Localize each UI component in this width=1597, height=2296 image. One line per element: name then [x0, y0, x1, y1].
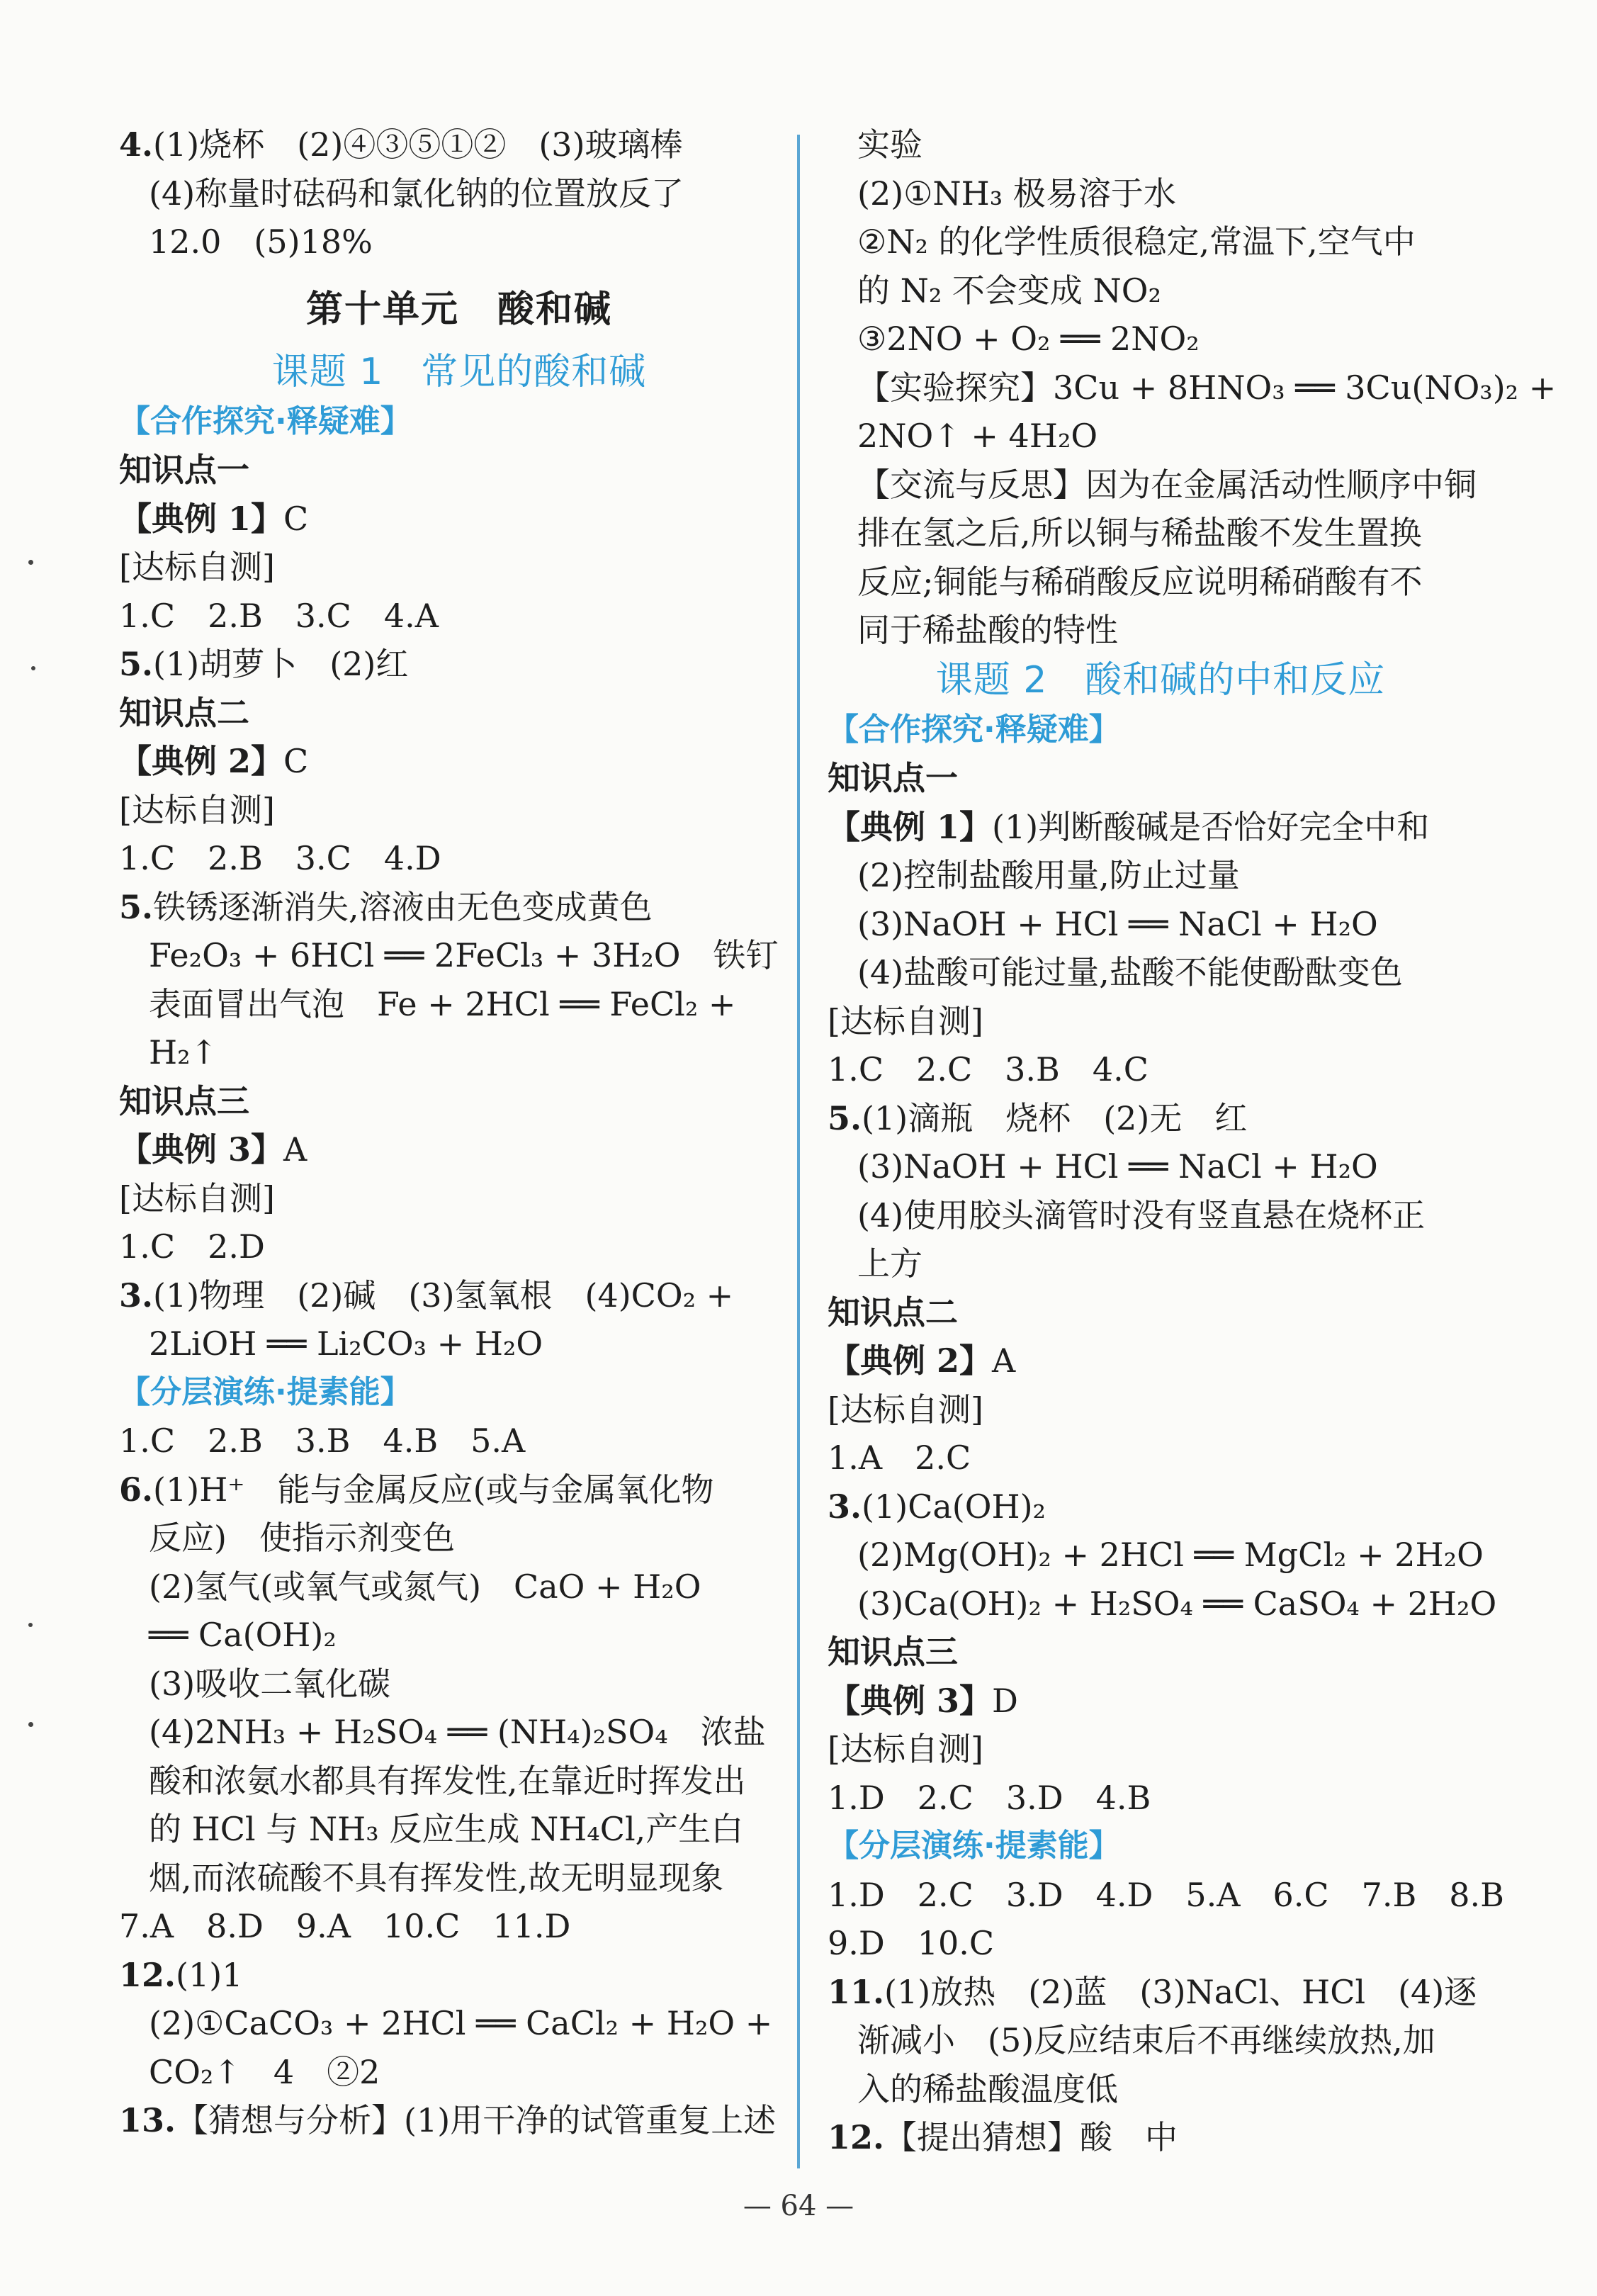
line-text: 【交流与反思】因为在金属活动性顺序中铜	[857, 465, 1477, 504]
line-text: [达标自测]	[119, 1178, 275, 1217]
line-text: 【猜想与分析】(1)用干净的试管重复上述	[176, 2101, 777, 2139]
item-number: 5.	[119, 887, 154, 926]
answer-line	[119, 120, 799, 169]
line-text: (1)物理 (2)碱 (3)氢氧根 (4)CO₂ +	[153, 1276, 734, 1315]
answer-line	[828, 218, 1494, 266]
answer-line	[828, 315, 1494, 364]
line-text: [达标自测]	[119, 790, 275, 829]
answer-line	[119, 1951, 799, 2000]
answer-line	[828, 997, 1494, 1046]
line-text: (3)Ca(OH)₂ + H₂SO₄ ══ CaSO₄ + 2H₂O	[857, 1584, 1497, 1623]
line-text: 12.0 (5)18%	[149, 223, 373, 261]
line-text: 【实验探究】3Cu + 8HNO₃ ══ 3Cu(NO₃)₂ +	[857, 368, 1557, 407]
line-text: 烟,而浓硫酸不具有挥发性,故无明显现象	[149, 1858, 724, 1897]
answer-line	[828, 1531, 1494, 1580]
line-text: (2)控制盐酸用量,防止过量	[857, 856, 1240, 894]
answer-line	[119, 1222, 799, 1271]
answer-line	[828, 1385, 1494, 1434]
line-text: 【合作探究·释疑难】	[119, 403, 412, 439]
answer-line	[828, 1871, 1504, 1920]
item-number: 【典例 3】	[119, 1130, 284, 1169]
line-text: 知识点一	[119, 451, 249, 489]
line-text: 2LiOH ══ Li₂CO₃ + H₂O	[149, 1324, 543, 1363]
line-text: A	[992, 1341, 1016, 1380]
answer-line	[119, 1708, 799, 1757]
line-text: (1)放热 (2)蓝 (3)NaCl、HCl (4)逐	[884, 1972, 1477, 2011]
line-text: 铁锈逐渐消失,溶液由无色变成黄色	[153, 887, 653, 926]
line-text: 表面冒出气泡 Fe + 2HCl ══ FeCl₂ +	[149, 984, 736, 1023]
scan-dot	[28, 560, 33, 565]
answer-line	[119, 1611, 799, 1660]
answer-line	[119, 1999, 799, 2048]
item-number: 12.	[828, 2118, 885, 2156]
line-text: (1)H⁺ 能与金属反应(或与金属氧化物	[153, 1470, 714, 1509]
answer-line	[828, 1822, 1494, 1871]
answer-line	[119, 689, 799, 738]
item-number: 4.	[119, 125, 154, 164]
line-text: H₂↑	[149, 1033, 218, 1071]
answer-line	[828, 1725, 1494, 1774]
line-text: (1)烧杯 (2)④③⑤①② (3)玻璃棒	[153, 125, 683, 164]
answer-line	[119, 446, 799, 495]
line-text: 知识点一	[828, 759, 958, 797]
answer-line	[119, 1465, 799, 1514]
answer-line	[119, 1125, 799, 1174]
answer-line	[828, 655, 1494, 706]
answer-line	[119, 1660, 799, 1709]
answer-line	[119, 883, 799, 932]
line-text: 1.D 2.C 3.D 4.D 5.A 6.C 7.B 8.B	[828, 1875, 1504, 1914]
answer-line	[119, 1854, 799, 1903]
answer-line	[828, 266, 1494, 315]
line-text: (2)①CaCO₃ + 2HCl ══ CaCl₂ + H₂O +	[149, 2004, 773, 2042]
answer-line	[828, 606, 1494, 655]
line-text: ③2NO + O₂ ══ 2NO₂	[857, 320, 1200, 358]
line-text: 实验	[857, 125, 922, 164]
answer-line	[828, 364, 1557, 412]
answer-line	[119, 218, 799, 266]
line-text: (3)NaOH + HCl ══ NaCl + H₂O	[857, 904, 1378, 943]
answer-line	[828, 120, 1494, 169]
answer-line	[119, 2096, 799, 2145]
line-text: C	[283, 742, 309, 780]
answer-line	[828, 1336, 1494, 1385]
answer-line	[828, 169, 1494, 218]
answer-line	[119, 980, 799, 1029]
answer-line	[119, 1805, 799, 1854]
answer-line	[119, 1757, 799, 1806]
page-number: — 64 —	[743, 2190, 854, 2222]
line-text: (4)称量时砝码和氯化钠的位置放反了	[149, 174, 684, 213]
line-text: (2)①NH₃ 极易溶于水	[857, 174, 1176, 213]
answer-line	[828, 1191, 1494, 1240]
answer-line	[119, 266, 799, 347]
answer-line	[828, 754, 1494, 803]
line-text: (4)盐酸可能过量,盐酸不能使酚酞变色	[857, 953, 1403, 991]
answer-line	[828, 509, 1494, 558]
line-text: 1.C 2.D	[119, 1227, 265, 1266]
line-text: 9.D 10.C	[828, 1924, 995, 1962]
answer-line	[828, 803, 1494, 852]
line-text: ══ Ca(OH)₂	[149, 1616, 337, 1654]
line-text: 2NO↑ + 4H₂O	[857, 417, 1098, 455]
line-text: 的 N₂ 不会变成 NO₂	[857, 271, 1161, 310]
answer-line	[119, 931, 799, 980]
line-text: (1)1	[176, 1955, 243, 1994]
line-text: (4)使用胶头滴管时没有竖直悬在烧杯正	[857, 1195, 1426, 1234]
line-text: 酸和浓氨水都具有挥发性,在靠近时挥发出	[149, 1761, 746, 1800]
answer-line	[828, 1288, 1494, 1337]
line-text: (4)2NH₃ + H₂SO₄ ══ (NH₄)₂SO₄ 浓盐	[149, 1713, 766, 1751]
line-text: 的 HCl 与 NH₃ 反应生成 NH₄Cl,产生白	[149, 1810, 744, 1848]
line-text: 1.C 2.B 3.C 4.D	[119, 839, 441, 877]
line-text: 课题 2 酸和碱的中和反应	[935, 658, 1386, 702]
answer-line	[119, 1417, 799, 1465]
answer-line	[119, 543, 799, 592]
scan-dot	[31, 666, 35, 670]
answer-line	[828, 1628, 1494, 1677]
item-number: 11.	[828, 1972, 885, 2011]
answer-line	[828, 1919, 1494, 1968]
line-text: A	[283, 1130, 307, 1169]
answer-line	[828, 1434, 1494, 1482]
answer-line	[119, 786, 799, 835]
line-text: (1)胡萝卜 (2)红	[153, 645, 409, 683]
item-number: 【典例 3】	[828, 1681, 993, 1720]
answer-line	[119, 1368, 799, 1417]
item-number: 6.	[119, 1470, 154, 1509]
answer-line	[119, 1271, 799, 1320]
line-text: 上方	[857, 1244, 922, 1283]
answer-line	[828, 1580, 1497, 1628]
answer-line	[828, 1482, 1494, 1531]
item-number: 5.	[119, 645, 154, 683]
scan-dot	[28, 1722, 33, 1727]
answer-line	[119, 169, 799, 218]
line-text: (2)Mg(OH)₂ + 2HCl ══ MgCl₂ + 2H₂O	[857, 1536, 1484, 1574]
answer-line	[828, 706, 1494, 755]
item-number: 5.	[828, 1098, 862, 1137]
answer-line	[119, 1077, 799, 1126]
line-text: 【合作探究·释疑难】	[828, 711, 1120, 748]
line-text: 第十单元 酸和碱	[305, 287, 612, 331]
line-text: (1)判断酸碱是否恰好完全中和	[992, 807, 1430, 846]
line-text: 知识点三	[828, 1633, 958, 1671]
line-text: 课题 1 常见的酸和碱	[271, 350, 647, 393]
line-text: [达标自测]	[119, 548, 275, 586]
line-text: 1.C 2.B 3.C 4.A	[119, 596, 439, 635]
item-number: 12.	[119, 1955, 176, 1994]
answer-line	[119, 737, 799, 786]
item-number: 3.	[828, 1487, 862, 1526]
line-text: CO₂↑ 4 ②2	[149, 2052, 380, 2091]
line-text: 知识点二	[119, 693, 249, 732]
answer-line	[119, 1174, 799, 1223]
answer-line	[119, 592, 799, 641]
left-column	[119, 120, 799, 2145]
answer-line	[119, 398, 799, 446]
item-number: 【典例 1】	[119, 499, 284, 538]
item-number: 【典例 1】	[828, 807, 993, 846]
line-text: 知识点三	[119, 1081, 249, 1120]
line-text: (3)吸收二氧化碳	[149, 1664, 391, 1703]
line-text: 入的稀盐酸温度低	[857, 2069, 1118, 2108]
line-text: 知识点二	[828, 1293, 958, 1332]
line-text: (1)Ca(OH)₂	[862, 1487, 1046, 1526]
line-text: 1.C 2.B 3.B 4.B 5.A	[119, 1422, 526, 1460]
line-text: (2)氢气(或氧气或氮气) CaO + H₂O	[149, 1567, 701, 1606]
answer-line	[119, 2048, 799, 2097]
line-text: D	[992, 1681, 1018, 1720]
line-text: 7.A 8.D 9.A 10.C 11.D	[119, 1907, 571, 1945]
line-text: 【分层演练·提素能】	[828, 1828, 1120, 1864]
item-number: 13.	[119, 2101, 176, 2139]
answer-line	[119, 1319, 799, 1368]
line-text: Fe₂O₃ + 6HCl ══ 2FeCl₃ + 3H₂O 铁钉	[149, 936, 779, 974]
scan-dot	[28, 1623, 33, 1627]
answer-line	[119, 347, 799, 398]
answer-line	[828, 558, 1494, 607]
answer-line	[828, 412, 1494, 461]
line-text: 1.A 2.C	[828, 1439, 971, 1477]
answer-line	[828, 1774, 1494, 1823]
answer-line	[828, 1142, 1494, 1191]
answer-line	[828, 2016, 1494, 2065]
answer-line	[119, 1514, 799, 1563]
answer-line	[119, 1902, 799, 1951]
answer-line	[828, 1094, 1494, 1143]
answer-line	[119, 640, 799, 689]
line-text: 排在氢之后,所以铜与稀盐酸不发生置换	[857, 514, 1422, 552]
line-text: (3)NaOH + HCl ══ NaCl + H₂O	[857, 1147, 1378, 1186]
item-number: 【典例 2】	[119, 742, 284, 780]
answer-line	[828, 948, 1494, 997]
line-text: 1.C 2.C 3.B 4.C	[828, 1050, 1149, 1088]
answer-line	[119, 1028, 799, 1077]
line-text: 同于稀盐酸的特性	[857, 611, 1118, 649]
line-text: 【分层演练·提素能】	[119, 1373, 412, 1410]
answer-line	[828, 2065, 1494, 2114]
line-text: 反应) 使指示剂变色	[149, 1519, 455, 1557]
answer-line	[828, 1239, 1494, 1288]
right-column	[828, 120, 1557, 2162]
line-text: (1)滴瓶 烧杯 (2)无 红	[862, 1098, 1248, 1137]
answer-line	[828, 1677, 1494, 1726]
answer-line	[828, 1968, 1494, 2017]
answer-line	[828, 2113, 1494, 2162]
answer-line	[119, 1563, 799, 1611]
item-number: 【典例 2】	[828, 1341, 993, 1380]
answer-line	[828, 1045, 1494, 1094]
line-text: C	[283, 499, 309, 538]
line-text: ②N₂ 的化学性质很稳定,常温下,空气中	[857, 223, 1416, 261]
line-text: 1.D 2.C 3.D 4.B	[828, 1778, 1151, 1817]
answer-line	[828, 851, 1494, 900]
answer-line	[828, 900, 1494, 949]
line-text: 反应;铜能与稀硝酸反应说明稀硝酸有不	[857, 562, 1423, 601]
line-text: 【提出猜想】酸 中	[884, 2118, 1178, 2156]
line-text: 渐减小 (5)反应结束后不再继续放热,加	[857, 2021, 1435, 2059]
answer-line	[119, 834, 799, 883]
answer-line	[828, 461, 1494, 510]
item-number: 3.	[119, 1276, 154, 1315]
line-text: [达标自测]	[828, 1001, 983, 1040]
line-text: [达标自测]	[828, 1390, 983, 1429]
answer-line	[119, 495, 799, 544]
line-text: [达标自测]	[828, 1730, 983, 1768]
